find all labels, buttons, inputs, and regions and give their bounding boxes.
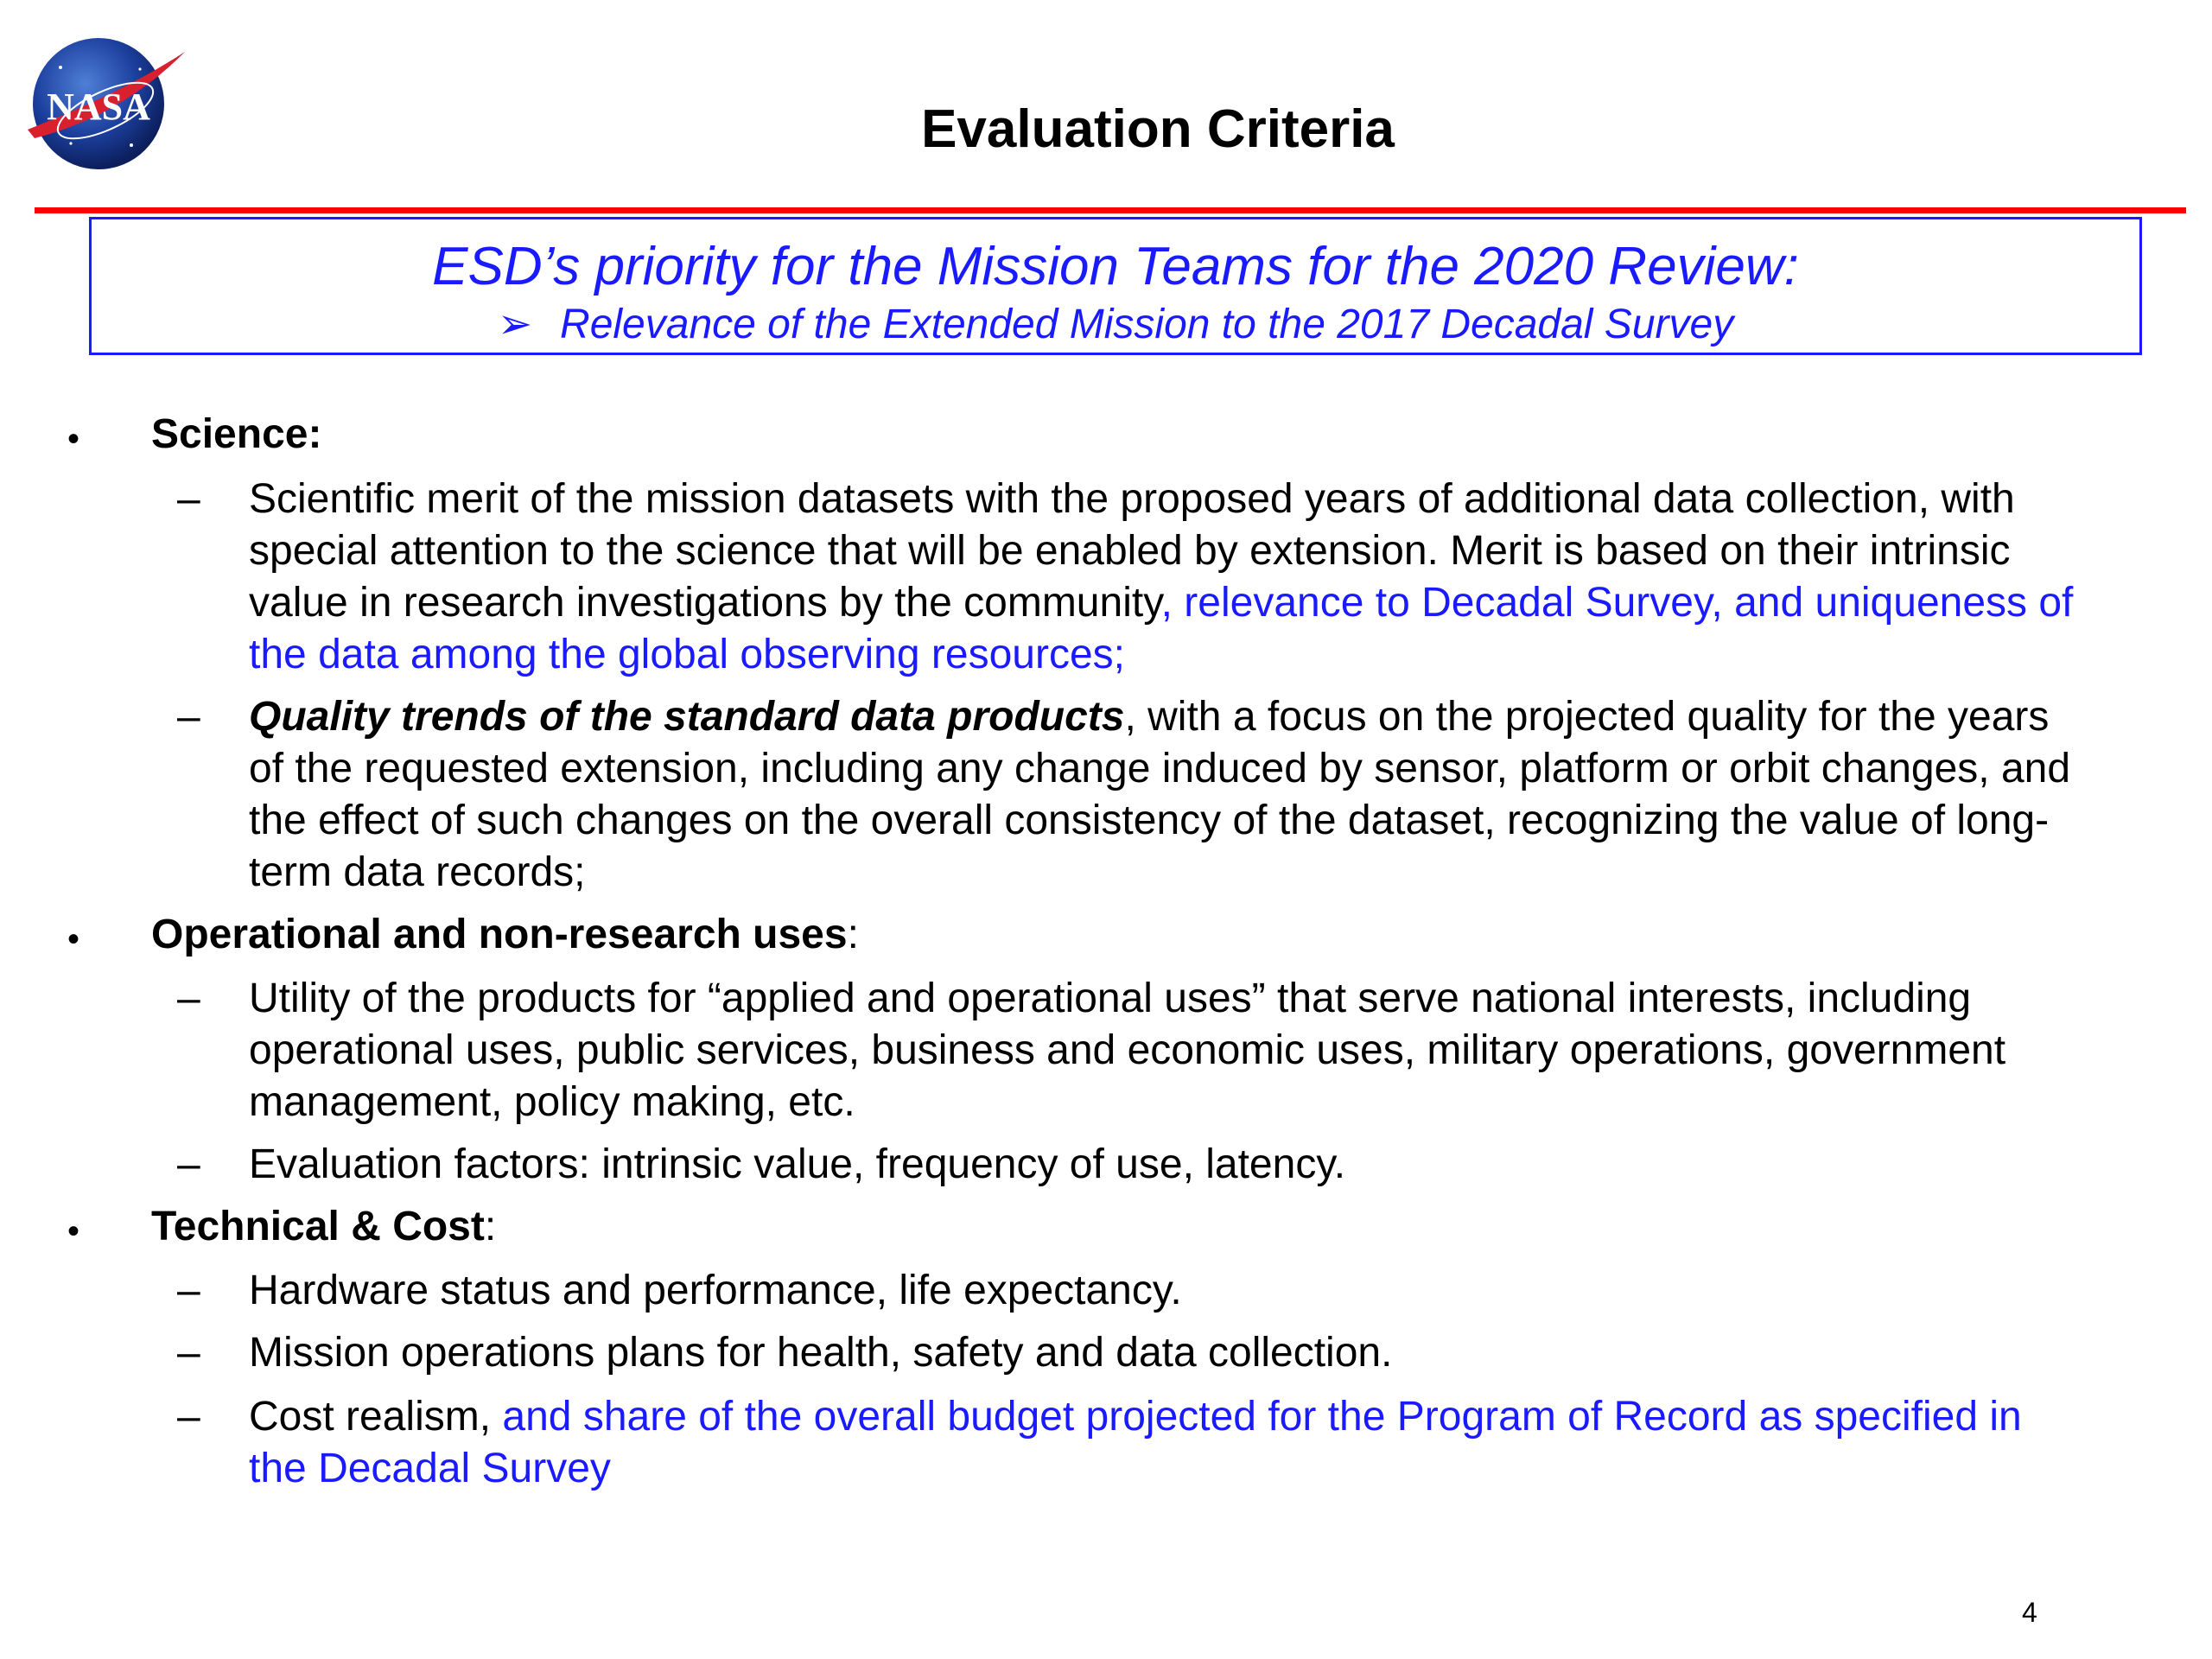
technical-item-2: Mission operations plans for health, safety and data collection. bbox=[249, 1330, 1393, 1376]
technical-item-3-line-1-text: Cost realism, bbox=[249, 1394, 503, 1440]
operational-heading-text: Operational and non-research uses bbox=[151, 912, 848, 957]
dash-icon: – bbox=[177, 1141, 200, 1187]
science-item-1-line-3-highlight: , relevance to Decadal Survey, and uniqueness of bbox=[1160, 580, 2074, 626]
operational-item-1-line-2: operational uses, public services, business and economic uses, military operations, government bbox=[249, 1027, 2006, 1073]
technical-item-3-line-1 bbox=[249, 1391, 2176, 1443]
science-item-2-line-4: term data records; bbox=[249, 849, 586, 895]
dash-icon: – bbox=[177, 694, 200, 740]
operational-item-1-line-1: Utility of the products for “applied and operational uses” that serve national interests, including bbox=[249, 976, 1972, 1021]
callout-headline: ESD’s priority for the Mission Teams for the 2020 Review: bbox=[432, 237, 1799, 296]
technical-item-1: Hardware status and performance, life expectancy. bbox=[249, 1268, 1182, 1313]
operational-heading bbox=[151, 909, 859, 961]
science-item-1-line-4: the data among the global observing resources; bbox=[249, 632, 1125, 677]
dash-icon: – bbox=[177, 1268, 200, 1313]
operational-item-1-line-3: management, policy making, etc. bbox=[249, 1079, 855, 1125]
science-item-1-line-3 bbox=[249, 577, 2176, 629]
dash-icon: – bbox=[177, 1330, 200, 1376]
technical-heading-colon: : bbox=[484, 1204, 497, 1249]
science-item-2-line-2: of the requested extension, including any change induced by sensor, platform or orbit changes, and bbox=[249, 746, 2071, 791]
science-item-1-line-2: special attention to the science that will be enabled by extension. Merit is based on their intrinsic bbox=[249, 528, 2011, 574]
science-item-2-emphasis: Quality trends of the standard data products bbox=[249, 694, 1125, 740]
callout-subline-text: Relevance of the Extended Mission to the 2017 Decadal Survey bbox=[560, 302, 1734, 347]
science-item-2-line-1-text: , with a focus on the projected quality for the years bbox=[1124, 694, 2050, 740]
page-number: 4 bbox=[2022, 1597, 2037, 1628]
science-item-2-line-1 bbox=[249, 691, 2176, 743]
operational-heading-colon: : bbox=[847, 912, 859, 957]
bullet-icon: • bbox=[67, 920, 80, 958]
technical-item-3-line-2: the Decadal Survey bbox=[249, 1446, 611, 1491]
operational-item-2: Evaluation factors: intrinsic value, frequency of use, latency. bbox=[249, 1141, 1346, 1187]
technical-item-3-line-1-highlight: and share of the overall budget projected for the Program of Record as specified in bbox=[502, 1394, 2022, 1440]
bullet-icon: • bbox=[67, 1212, 80, 1250]
bullet-icon: • bbox=[67, 420, 80, 458]
dash-icon: – bbox=[177, 976, 200, 1021]
technical-heading bbox=[151, 1201, 496, 1253]
dash-icon: – bbox=[177, 1394, 200, 1440]
science-heading: Science: bbox=[151, 411, 322, 457]
nasa-logo-text: NASA bbox=[47, 86, 150, 128]
arrow-bullet-icon: ➢ bbox=[497, 302, 533, 347]
science-item-1-line-3-text: value in research investigations by the community bbox=[249, 580, 1161, 626]
dash-icon: – bbox=[177, 476, 200, 522]
science-item-1-line-1: Scientific merit of the mission datasets with the proposed years of additional data collection, with bbox=[249, 476, 2015, 522]
technical-heading-text: Technical & Cost bbox=[151, 1204, 485, 1249]
science-item-2-line-3: the effect of such changes on the overall consistency of the dataset, recognizing the value of long- bbox=[249, 798, 2050, 843]
page-title: Evaluation Criteria bbox=[921, 99, 1395, 159]
